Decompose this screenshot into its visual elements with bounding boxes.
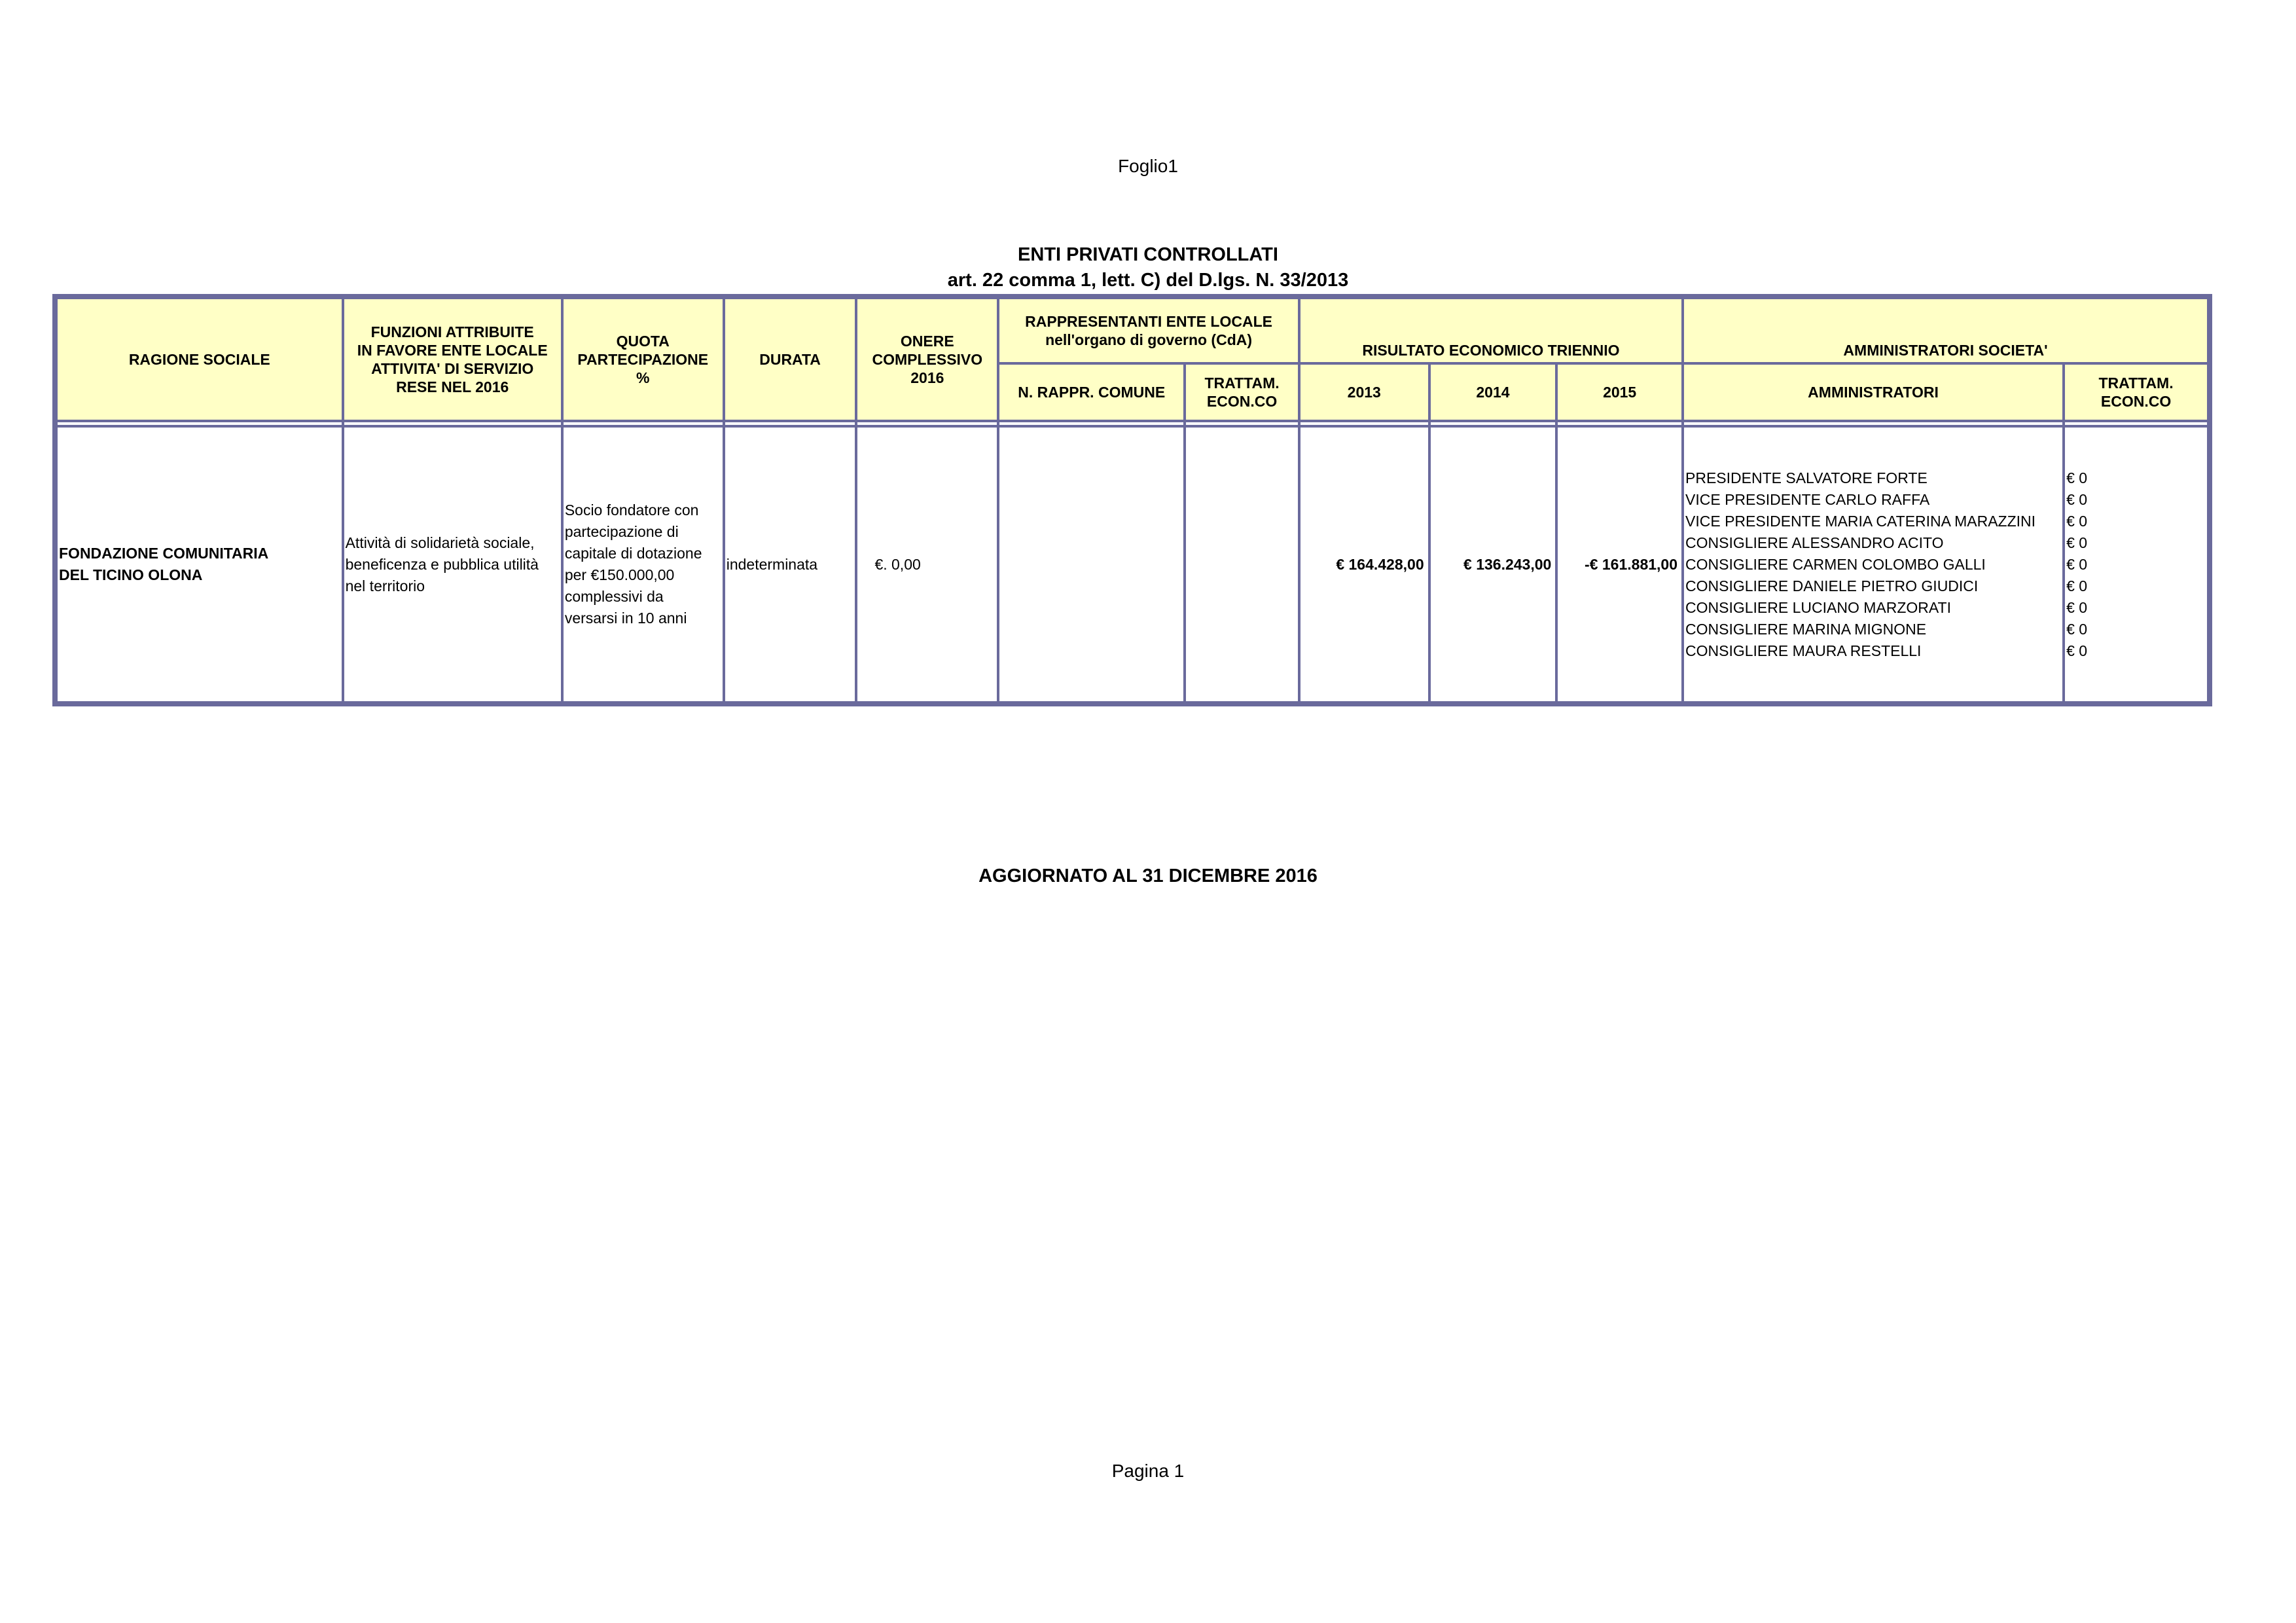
header-trattam-line: TRATTAM. — [2098, 374, 2174, 392]
cell-onere: €. 0,00 — [856, 426, 998, 704]
update-note: AGGIORNATO AL 31 DICEMBRE 2016 — [978, 866, 1318, 886]
header-quota-line: % — [636, 369, 650, 386]
header-rappresentanti — [998, 297, 1299, 363]
cell-quota — [562, 426, 724, 704]
header-year-2013: 2013 — [1299, 363, 1429, 421]
header-quota-line: PARTECIPAZIONE — [577, 351, 709, 368]
list-item: € 0 — [2066, 534, 2088, 551]
header-rappresentanti-line: RAPPRESENTANTI ENTE LOCALE — [1025, 313, 1272, 330]
list-item: € 0 — [2066, 577, 2088, 594]
header-risultato: RISULTATO ECONOMICO TRIENNIO — [1299, 297, 1683, 363]
separator-cell — [1556, 421, 1683, 426]
header-funzioni-line: ATTIVITA' DI SERVIZIO — [371, 360, 534, 377]
quota-line: Socio fondatore con — [564, 501, 699, 519]
header-onere-line: COMPLESSIVO — [872, 351, 983, 368]
table-row — [55, 426, 2210, 704]
header-funzioni-line: RESE NEL 2016 — [396, 378, 509, 395]
cell-durata: indeterminata — [724, 426, 857, 704]
list-item: VICE PRESIDENTE CARLO RAFFA — [1685, 490, 1930, 508]
header-rappresentanti-line: nell'organo di governo (CdA) — [1045, 331, 1253, 348]
header-onere-line: 2016 — [910, 369, 944, 386]
list-item: CONSIGLIERE DANIELE PIETRO GIUDICI — [1685, 577, 1979, 594]
list-item: CONSIGLIERE MARINA MIGNONE — [1685, 620, 1927, 638]
sheet-name: Foglio1 — [1118, 156, 1178, 176]
header-onere — [856, 297, 998, 421]
separator-cell — [998, 421, 1185, 426]
funzioni-line: Attività di solidarietà sociale, — [345, 534, 535, 551]
header-amministratori: AMMINISTRATORI — [1683, 363, 2064, 421]
list-item: VICE PRESIDENTE MARIA CATERINA MARAZZINI — [1685, 512, 2036, 530]
amministratori-list — [1685, 467, 2062, 662]
cell-funzioni — [343, 426, 562, 704]
separator-cell — [343, 421, 562, 426]
separator-cell — [1299, 421, 1429, 426]
list-item: CONSIGLIERE ALESSANDRO ACITO — [1685, 534, 1944, 551]
cell-rappr-comune — [998, 426, 1185, 704]
separator-cell — [1683, 421, 2064, 426]
list-item: € 0 — [2066, 642, 2088, 659]
header-trattam-1 — [1185, 363, 1299, 421]
header-funzioni-line: IN FAVORE ENTE LOCALE — [357, 342, 548, 359]
list-item: CONSIGLIERE CARMEN COLOMBO GALLI — [1685, 555, 1986, 573]
separator-cell — [1185, 421, 1299, 426]
quota-line: capitale di dotazione — [564, 545, 702, 562]
list-item: CONSIGLIERE LUCIANO MARZORATI — [1685, 598, 1951, 616]
list-item: € 0 — [2066, 620, 2088, 638]
quota-line: versarsi in 10 anni — [564, 610, 687, 627]
list-item: PRESIDENTE SALVATORE FORTE — [1685, 469, 1928, 486]
trattamenti-list — [2066, 467, 2207, 662]
list-item: CONSIGLIERE MAURA RESTELLI — [1685, 642, 1922, 659]
header-trattam-2 — [2064, 363, 2210, 421]
separator-cell — [724, 421, 857, 426]
separator-cell — [55, 421, 343, 426]
cell-result-2014: € 136.243,00 — [1429, 426, 1557, 704]
quota-line: per €150.000,00 — [564, 566, 675, 583]
header-amministratori-societa: AMMINISTRATORI SOCIETA' — [1683, 297, 2210, 363]
header-rappr-comune: N. RAPPR. COMUNE — [998, 363, 1185, 421]
header-year-2015: 2015 — [1556, 363, 1683, 421]
header-trattam-line: ECON.CO — [2100, 393, 2172, 410]
list-item: € 0 — [2066, 598, 2088, 616]
header-durata: DURATA — [724, 297, 857, 421]
separator-cell — [2064, 421, 2210, 426]
cell-trattam-1 — [1185, 426, 1299, 704]
cell-amministratori — [1683, 426, 2064, 704]
header-funzioni — [343, 297, 562, 421]
ragione-sociale-line: FONDAZIONE COMUNITARIA — [59, 545, 269, 562]
entities-table — [52, 294, 2212, 706]
document-subtitle: art. 22 comma 1, lett. C) del D.lgs. N. 33/2013 — [947, 270, 1349, 291]
header-trattam-line: TRATTAM. — [1204, 374, 1280, 392]
header-trattam-line: ECON.CO — [1206, 393, 1278, 410]
funzioni-line: nel territorio — [345, 577, 425, 594]
list-item: € 0 — [2066, 469, 2088, 486]
separator-cell — [1429, 421, 1557, 426]
header-onere-line: ONERE — [900, 333, 954, 350]
header-year-2014: 2014 — [1429, 363, 1557, 421]
list-item: € 0 — [2066, 512, 2088, 530]
cell-result-2015: -€ 161.881,00 — [1556, 426, 1683, 704]
header-quota-line: QUOTA — [616, 333, 670, 350]
cell-result-2013: € 164.428,00 — [1299, 426, 1429, 704]
separator-cell — [562, 421, 724, 426]
cell-ragione-sociale — [55, 426, 343, 704]
ragione-sociale-line: DEL TICINO OLONA — [59, 566, 203, 583]
header-funzioni-line: FUNZIONI ATTRIBUITE — [370, 323, 534, 340]
header-quota — [562, 297, 724, 421]
list-item: € 0 — [2066, 490, 2088, 508]
page-number: Pagina 1 — [1111, 1461, 1185, 1481]
header-ragione-sociale: RAGIONE SOCIALE — [55, 297, 343, 421]
funzioni-line: beneficenza e pubblica utilità — [345, 555, 539, 573]
quota-line: partecipazione di — [564, 523, 679, 540]
cell-trattamenti — [2064, 426, 2210, 704]
document-title: ENTI PRIVATI CONTROLLATI — [1018, 244, 1278, 265]
quota-line: complessivi da — [564, 588, 664, 605]
list-item: € 0 — [2066, 555, 2088, 573]
separator-cell — [856, 421, 998, 426]
